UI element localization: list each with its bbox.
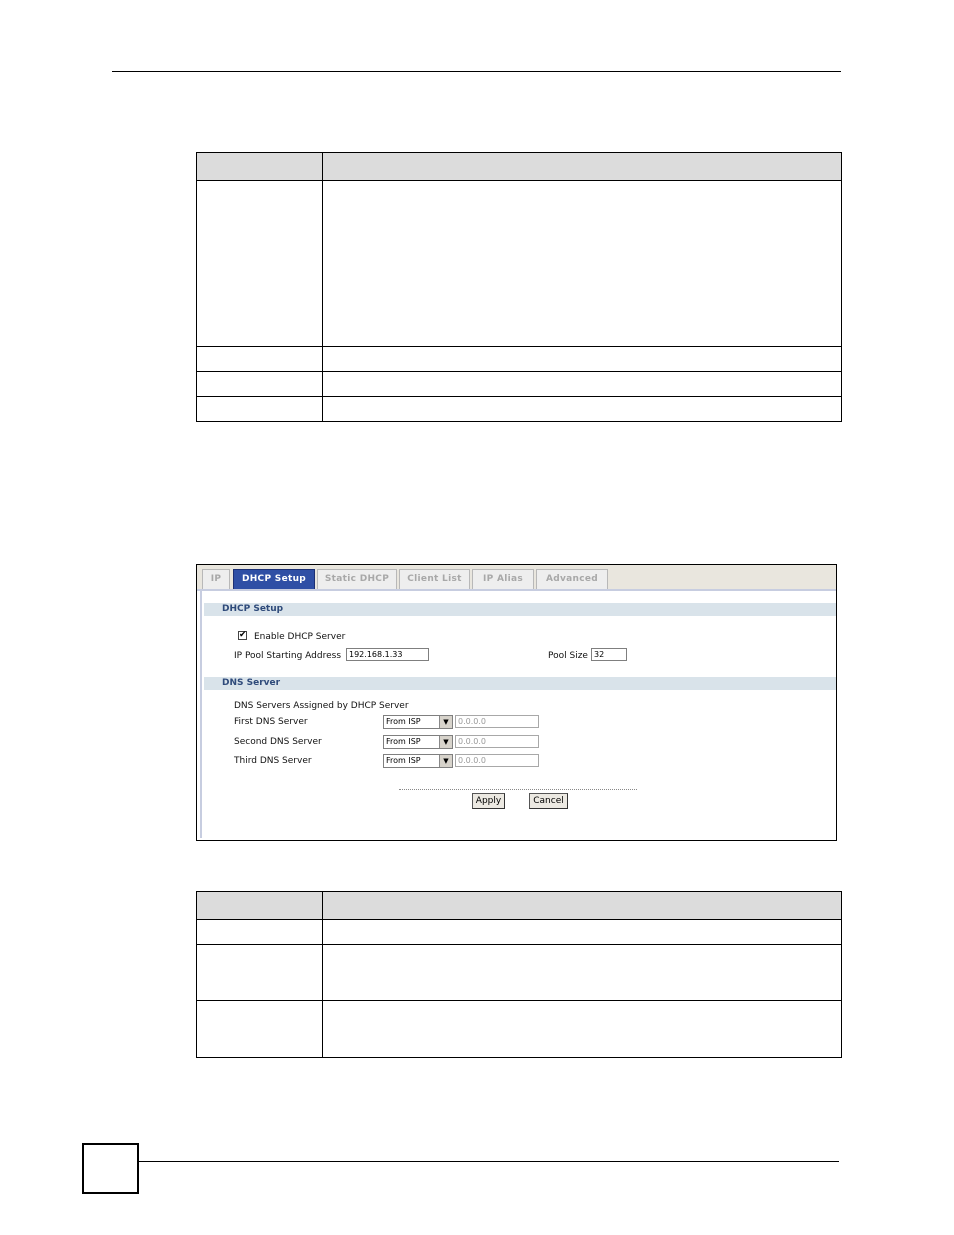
section-header-dhcp-setup: DHCP Setup	[204, 603, 836, 616]
table-row	[197, 181, 842, 347]
first-dns-label: First DNS Server	[234, 717, 308, 727]
select-value: From ISP	[386, 717, 421, 726]
first-dns-mode-select[interactable]	[383, 715, 453, 729]
table-row	[197, 347, 842, 372]
first-dns-ip-input[interactable]: 0.0.0.0	[455, 715, 539, 728]
apply-button[interactable]: Apply	[472, 793, 505, 809]
tab-dhcp-setup[interactable]: DHCP Setup	[233, 569, 315, 589]
table-row	[197, 372, 842, 397]
table-row	[197, 397, 842, 422]
tab-ip-alias[interactable]: IP Alias	[472, 569, 534, 589]
left-frame-border	[200, 591, 202, 838]
chevron-down-icon[interactable]: ▼	[439, 736, 452, 748]
cancel-button[interactable]: Cancel	[529, 793, 568, 809]
chevron-down-icon[interactable]: ▼	[439, 755, 452, 767]
bottom-table	[196, 891, 842, 1058]
pool-size-label: Pool Size	[548, 651, 588, 661]
tab-client-list[interactable]: Client List	[399, 569, 470, 589]
tab-bar	[197, 565, 836, 591]
enable-dhcp-label: Enable DHCP Server	[254, 632, 346, 642]
tab-static-dhcp[interactable]: Static DHCP	[317, 569, 397, 589]
second-dns-mode-select[interactable]	[383, 735, 453, 749]
select-value: From ISP	[386, 737, 421, 746]
third-dns-mode-select[interactable]	[383, 754, 453, 768]
second-dns-label: Second DNS Server	[234, 737, 322, 747]
page-number-box	[82, 1143, 139, 1194]
pool-size-input[interactable]: 32	[591, 648, 627, 661]
ip-pool-start-input[interactable]: 192.168.1.33	[346, 648, 429, 661]
table-header-row	[197, 153, 842, 181]
top-table	[196, 152, 842, 422]
ip-pool-label: IP Pool Starting Address	[234, 651, 342, 661]
dhcp-setup-screen	[196, 564, 837, 841]
table-row	[197, 945, 842, 1001]
third-dns-ip-input[interactable]: 0.0.0.0	[455, 754, 539, 767]
select-value: From ISP	[386, 756, 421, 765]
button-divider	[399, 789, 637, 790]
table-row	[197, 920, 842, 945]
header-rule	[112, 71, 841, 72]
chevron-down-icon[interactable]: ▼	[439, 716, 452, 728]
dns-assigned-label: DNS Servers Assigned by DHCP Server	[234, 701, 409, 711]
table-header-row	[197, 892, 842, 920]
section-header-dns-server: DNS Server	[204, 677, 836, 690]
third-dns-label: Third DNS Server	[234, 756, 312, 766]
footer-rule	[139, 1161, 839, 1162]
second-dns-ip-input[interactable]: 0.0.0.0	[455, 735, 539, 748]
enable-dhcp-checkbox[interactable]: ✔	[239, 630, 247, 640]
table-row	[197, 1001, 842, 1058]
tab-ip[interactable]: IP	[202, 569, 230, 589]
tab-advanced[interactable]: Advanced	[536, 569, 608, 589]
